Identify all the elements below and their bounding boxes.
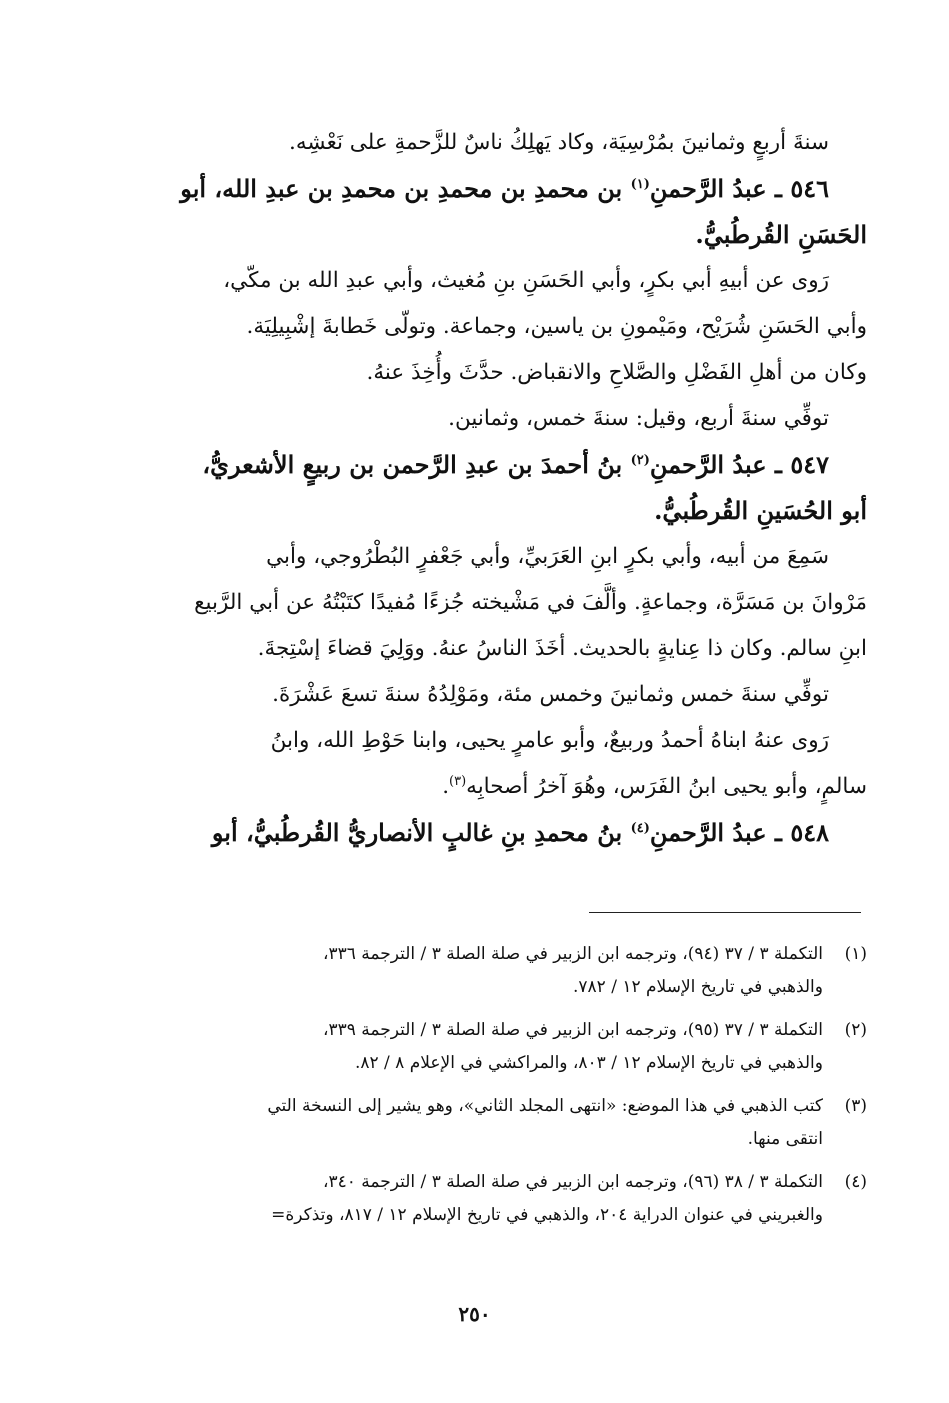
footnote-line: والذهبي في تاريخ الإسلام ١٢ / ٧٨٢. bbox=[573, 977, 823, 997]
line-text-continued: بنُ محمدِ بنِ غالبٍ الأنصاريُّ القُرطُبيُّ، أبو bbox=[211, 818, 631, 847]
footnote bbox=[77, 1014, 867, 1080]
footnote-body bbox=[77, 1166, 823, 1232]
text-line bbox=[77, 534, 867, 580]
text-line bbox=[77, 258, 867, 304]
text-line bbox=[77, 672, 867, 718]
page-number: ٢٥٠ bbox=[458, 1302, 491, 1326]
text-line bbox=[77, 304, 867, 350]
footnote-reference: (٤) bbox=[630, 821, 650, 836]
footnote-line: التكملة ٣ / ٣٧ (٩٤)، وترجمه ابن الزبير في صلة الصلة ٣ / الترجمة ٣٣٦، bbox=[322, 944, 823, 964]
text-line bbox=[77, 580, 867, 626]
entry-heading-line bbox=[77, 212, 867, 258]
footnote-number: (٤) bbox=[844, 1172, 867, 1192]
text-line bbox=[77, 396, 867, 442]
line-text: وكان من أهلِ الفَضْلِ والصَّلاحِ والانقباض. حدَّثَ وأُخِذَ عنهُ. bbox=[366, 360, 867, 385]
line-text: سَمِعَ من أبيه، وأبي بكرٍ ابنِ العَرَبيِّ، وأبي جَعْفرٍ البُطْرُوجي، وأبي bbox=[266, 544, 829, 569]
footnote-line: التكملة ٣ / ٣٧ (٩٥)، وترجمه ابن الزبير في صلة الصلة ٣ / الترجمة ٣٣٩، bbox=[322, 1020, 823, 1040]
line-text: ٥٤٦ ـ عبدُ الرَّحمنِ bbox=[649, 174, 829, 203]
line-text-continued: . bbox=[442, 774, 450, 799]
line-text: مَرْوانَ بن مَسَرَّة، وجماعةٍ. وألَّفَ في مَشْيخته جُزءًا مُفيدًا كتَبْتُهُ عن أبي الرَّبيع bbox=[194, 590, 867, 615]
entry-heading-line bbox=[77, 488, 867, 534]
footnote-line: انتقى منها. bbox=[747, 1129, 823, 1149]
entry-heading-line bbox=[77, 442, 867, 488]
footnote-number: (٢) bbox=[844, 1020, 867, 1040]
footnote bbox=[77, 1090, 867, 1156]
text-line bbox=[77, 120, 867, 166]
text-line bbox=[77, 626, 867, 672]
text-line bbox=[77, 764, 867, 810]
footnote-number: (٣) bbox=[844, 1096, 867, 1116]
footnote-body bbox=[77, 938, 823, 1004]
footnote-body bbox=[77, 1090, 823, 1156]
text-line bbox=[77, 718, 867, 764]
footnote-line: كتب الذهبي في هذا الموضع: «انتهى المجلد الثاني»، وهو يشير إلى النسخة التي bbox=[267, 1096, 823, 1116]
footnote-reference: (٢) bbox=[630, 453, 650, 468]
line-text: ٥٤٨ ـ عبدُ الرَّحمنِ bbox=[649, 818, 829, 847]
footnote-reference: (١) bbox=[630, 177, 650, 192]
footnote-line: والغبريني في عنوان الدراية ٢٠٤، والذهبي في تاريخ الإسلام ١٢ / ٨١٧، وتذكرة= bbox=[271, 1205, 823, 1225]
entry-heading-line bbox=[77, 810, 867, 856]
line-text-continued: بنُ أحمدَ بن عبدِ الرَّحمن بن ربيعٍ الأشعريُّ، bbox=[202, 450, 631, 479]
footnote bbox=[77, 938, 867, 1004]
footnote-reference: (٣) bbox=[449, 773, 467, 789]
footnote-line: والذهبي في تاريخ الإسلام ١٢ / ٨٠٣، والمراكشي في الإعلام ٨ / ٨٢. bbox=[354, 1053, 823, 1073]
line-text: رَوى عنهُ ابناهُ أحمدُ وربيعٌ، وأبو عامرٍ يحيى، وابنا حَوْطِ الله، وابنُ bbox=[270, 728, 829, 753]
line-text: سنةَ أربعٍ وثمانينَ بمُرْسِيَة، وكاد يَهلِكُ ناسٌ للزَّحمةِ على نَعْشِه. bbox=[289, 130, 829, 155]
footnote bbox=[77, 1166, 867, 1232]
main-text bbox=[77, 120, 867, 856]
line-text: أبو الحُسَينِ القُرطُبيُّ. bbox=[654, 496, 867, 525]
footnote-body bbox=[77, 1014, 823, 1080]
entry-heading-line bbox=[77, 166, 867, 212]
line-text: ٥٤٧ ـ عبدُ الرَّحمنِ bbox=[649, 450, 829, 479]
line-text-continued: بن محمدِ بن محمدِ بن محمدِ بن عبدِ الله، أبو bbox=[180, 174, 631, 203]
line-text: ابنِ سالم. وكان ذا عِنايةٍ بالحديث. أخَذَ الناسُ عنهُ. ووَلِيَ قضاءَ إسْتِجةَ. bbox=[257, 636, 867, 661]
line-text: توفِّي سنةَ خمس وثمانينَ وخمس مئة، ومَوْلِدُهُ سنةَ تسعَ عَشْرَةَ. bbox=[272, 682, 829, 707]
line-text: توفِّي سنةَ أربع، وقيل: سنةَ خمس، وثمانين. bbox=[448, 406, 829, 431]
footnote-number: (١) bbox=[844, 944, 867, 964]
line-text: سالمٍ، وأبو يحيى ابنُ الفَرَس، وهُوَ آخرُ أصحابِه bbox=[466, 774, 867, 799]
footnote-line: التكملة ٣ / ٣٨ (٩٦)، وترجمه ابن الزبير في صلة الصلة ٣ / الترجمة ٣٤٠، bbox=[322, 1172, 823, 1192]
footnote-separator bbox=[589, 912, 861, 913]
line-text: رَوى عن أبيهِ أبي بكرٍ، وأبي الحَسَنِ بنِ مُغيث، وأبي عبدِ الله بن مكّي، bbox=[223, 268, 829, 293]
line-text: وأبي الحَسَنِ شُرَيْح، ومَيْمونِ بن ياسين، وجماعة. وتولّى خَطابةَ إشْبِيلِيَة. bbox=[246, 314, 867, 339]
line-text: الحَسَنِ القُرطُبيُّ. bbox=[695, 220, 867, 249]
footnotes bbox=[77, 938, 867, 1242]
text-line bbox=[77, 350, 867, 396]
